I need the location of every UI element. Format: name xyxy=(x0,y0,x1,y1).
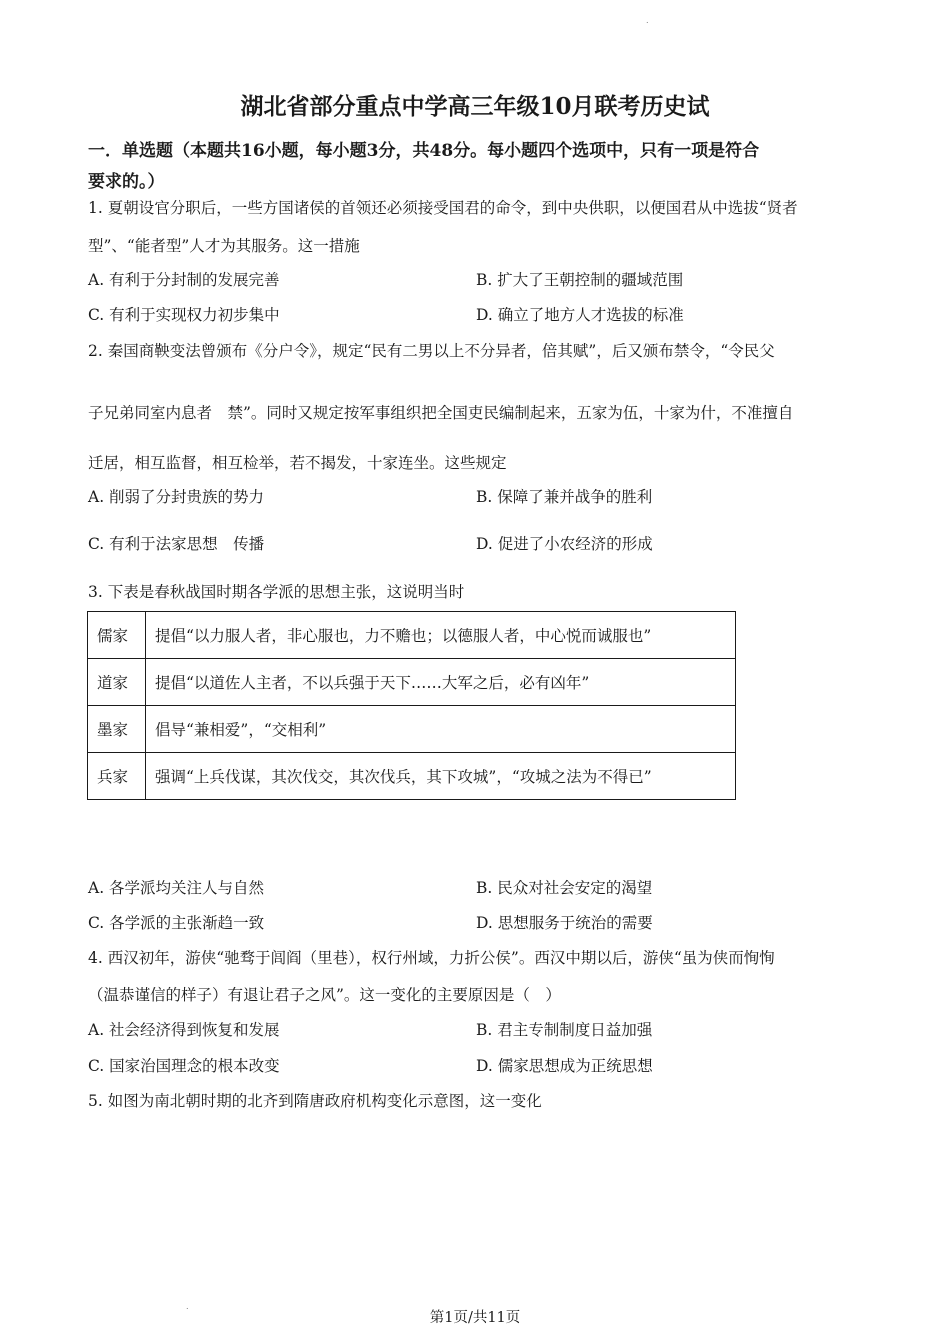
table-cell-idea: 提倡“以力服人者，非心服也，力不赡也；以德服人者，中心悦而诚服也” xyxy=(146,612,736,659)
q2-option-b[interactable]: B. 保障了兼并战争的胜利 xyxy=(476,488,653,506)
q1-option-b[interactable]: B. 扩大了王朝控制的疆域范围 xyxy=(476,271,684,289)
q2-option-a[interactable]: A. 削弱了分封贵族的势力 xyxy=(88,488,265,506)
q1-option-a[interactable]: A. 有利于分封制的发展完善 xyxy=(88,271,280,289)
table-cell-school: 兵家 xyxy=(88,753,146,800)
q4-option-a[interactable]: A. 社会经济得到恢复和发展 xyxy=(88,1021,280,1039)
table-row xyxy=(88,612,736,659)
question-1-stem-cont: 型”、“能者型”人才为其服务。这一措施 xyxy=(88,237,360,255)
schools-table xyxy=(87,611,736,800)
q2-option-d[interactable]: D. 促进了小农经济的形成 xyxy=(476,535,653,553)
table-row xyxy=(88,706,736,753)
table-cell-school: 墨家 xyxy=(88,706,146,753)
q1-option-c[interactable]: C. 有利于实现权力初步集中 xyxy=(88,306,280,324)
scan-mark: . xyxy=(646,16,649,25)
question-5-stem: 5. 如图为南北朝时期的北齐到隋唐政府机构变化示意图，这一变化 xyxy=(88,1092,542,1110)
page-number: 第1页/共11页 xyxy=(429,1310,521,1326)
question-4-stem: 4. 西汉初年，游侠“驰骛于闾阎（里巷），权行州域，力折公侯”。西汉中期以后，游侠“虽为侠而恂恂 xyxy=(88,949,775,967)
q1-option-d[interactable]: D. 确立了地方人才选拔的标准 xyxy=(476,306,684,324)
table-row xyxy=(88,753,736,800)
question-4-stem-cont: （温恭谨信的样子）有退让君子之风”。这一变化的主要原因是（ ） xyxy=(88,986,561,1004)
q4-option-b[interactable]: B. 君主专制制度日益加强 xyxy=(476,1021,653,1039)
table-cell-idea: 倡导“兼相爱”，“交相利” xyxy=(146,706,736,753)
q3-option-b[interactable]: B. 民众对社会安定的渴望 xyxy=(476,879,653,897)
scan-mark: . xyxy=(186,1302,189,1311)
table-cell-idea: 提倡“以道佐人主者，不以兵强于天下……大军之后，必有凶年” xyxy=(146,659,736,706)
q4-option-d[interactable]: D. 儒家思想成为正统思想 xyxy=(476,1057,653,1075)
question-2-stem: 2. 秦国商鞅变法曾颁布《分户令》，规定“民有二男以上不分异者，倍其赋”，后又颁布禁令，“令民父 xyxy=(88,342,775,360)
q2-option-c[interactable]: C. 有利于法家思想 传播 xyxy=(88,535,265,553)
section-heading-cont: 要求的。） xyxy=(88,172,165,192)
question-1-stem: 1. 夏朝设官分职后，一些方国诸侯的首领还必须接受国君的命令，到中央供职，以便国君从中选拔“贤者 xyxy=(88,199,798,217)
question-3-stem: 3. 下表是春秋战国时期各学派的思想主张，这说明当时 xyxy=(88,583,465,601)
table-row xyxy=(88,659,736,706)
question-2-stem-cont: 子兄弟同室内息者 禁”。同时又规定按军事组织把全国吏民编制起来，五家为伍，十家为什，不准擅自 xyxy=(88,404,794,422)
q4-option-c[interactable]: C. 国家治国理念的根本改变 xyxy=(88,1057,280,1075)
q3-option-a[interactable]: A. 各学派均关注人与自然 xyxy=(88,879,265,897)
q3-option-c[interactable]: C. 各学派的主张渐趋一致 xyxy=(88,914,265,932)
section-heading: 一．单选题（本题共16小题，每小题3分，共48分。每小题四个选项中，只有一项是符合 xyxy=(88,141,760,161)
question-2-stem-cont2: 迁居，相互监督，相互检举，若不揭发，十家连坐。这些规定 xyxy=(88,454,507,472)
table-cell-school: 道家 xyxy=(88,659,146,706)
table-cell-idea: 强调“上兵伐谋，其次伐交，其次伐兵，其下攻城”，“攻城之法为不得已” xyxy=(146,753,736,800)
table-cell-school: 儒家 xyxy=(88,612,146,659)
q3-option-d[interactable]: D. 思想服务于统治的需要 xyxy=(476,914,653,932)
page-title: 湖北省部分重点中学高三年级10月联考历史试 xyxy=(240,93,710,120)
